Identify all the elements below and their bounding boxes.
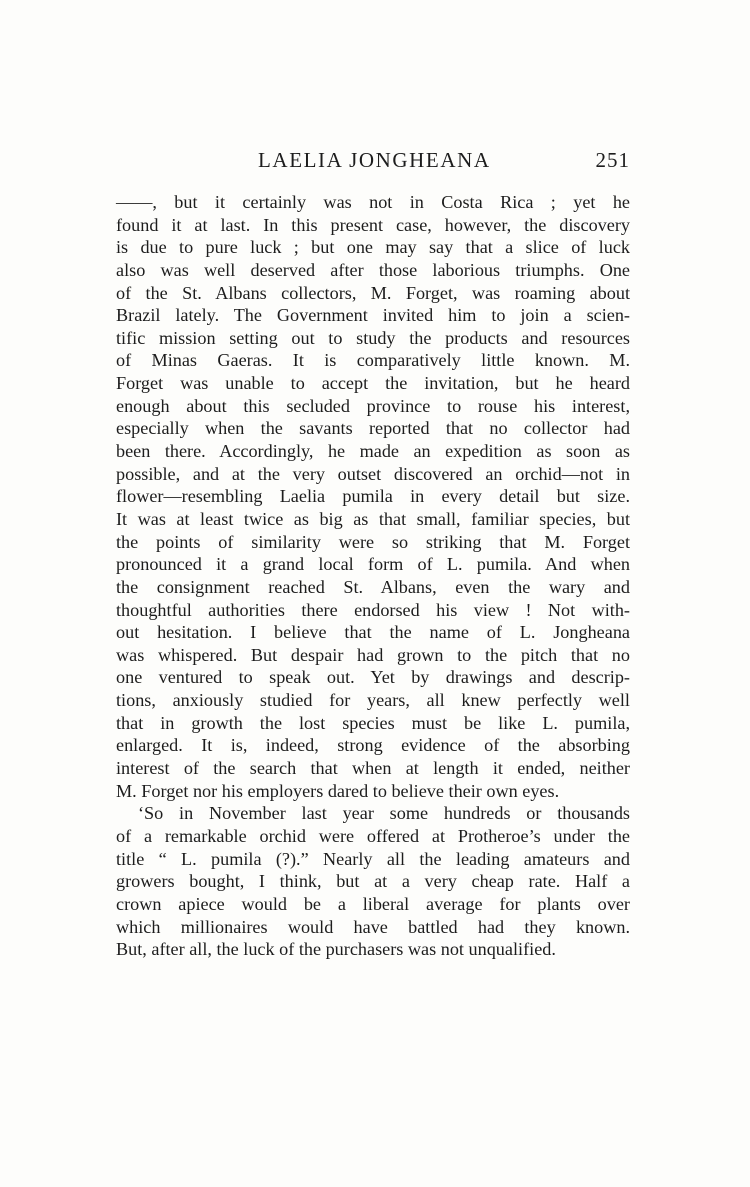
- text-line: ‘So in November last year some hundreds or thousands: [138, 803, 630, 824]
- text-line: that in growth the lost species must be like L. pumila,: [116, 712, 630, 733]
- text-line: tions, anxiously studied for years, all knew perfectly well: [116, 690, 630, 711]
- text-line: especially when the savants reported that no collector had: [116, 418, 630, 439]
- text-line: enlarged. It is, indeed, strong evidence of the absorbing: [116, 735, 630, 756]
- text-line: the consignment reached St. Albans, even the wary and: [116, 576, 630, 597]
- text-line: of Minas Gaeras. It is comparatively little known. M.: [116, 350, 630, 371]
- text-line: But, after all, the luck of the purchasers was not unqualified.: [116, 939, 556, 960]
- text-line: M. Forget nor his employers dared to believe their own eyes.: [116, 780, 560, 801]
- page-number: 251: [595, 148, 630, 172]
- running-head: [116, 148, 630, 178]
- text-line: one ventured to speak out. Yet by drawings and descrip-: [116, 667, 630, 688]
- text-line: ——, but it certainly was not in Costa Rica ; yet he: [116, 192, 630, 212]
- text-line: of a remarkable orchid were offered at Protheroe’s under the: [116, 825, 630, 846]
- text-line: the points of similarity were so striking that M. Forget: [116, 531, 630, 552]
- text-line: flower—resembling Laelia pumila in every detail but size.: [116, 486, 630, 507]
- text-line: been there. Accordingly, he made an expedition as soon as: [116, 441, 630, 462]
- text-line: enough about this secluded province to rouse his interest,: [116, 395, 630, 416]
- text-line: crown apiece would be a liberal average for plants over: [116, 893, 630, 914]
- text-line: title “ L. pumila (?).” Nearly all the leading amateurs and: [116, 848, 630, 869]
- text-line: found it at last. In this present case, however, the discovery: [116, 214, 630, 235]
- text-line: Forget was unable to accept the invitation, but he heard: [116, 373, 630, 394]
- text-line: It was at least twice as big as that small, familiar species, but: [116, 508, 630, 529]
- text-line: possible, and at the very outset discovered an orchid—not in: [116, 463, 630, 484]
- text-line: also was well deserved after those laborious triumphs. One: [116, 259, 630, 280]
- text-line: thoughtful authorities there endorsed his view ! Not with-: [116, 599, 630, 620]
- text-line: was whispered. But despair had grown to the pitch that no: [116, 644, 630, 665]
- body-text: [116, 191, 630, 961]
- text-line: pronounced it a grand local form of L. pumila. And when: [116, 554, 630, 575]
- text-line: which millionaires would have battled had they known.: [116, 916, 630, 937]
- running-title: LAELIA JONGHEANA: [258, 148, 491, 172]
- text-line: Brazil lately. The Government invited him to join a scien-: [116, 305, 630, 326]
- text-line: is due to pure luck ; but one may say that a slice of luck: [116, 237, 630, 258]
- text-line: interest of the search that when at length it ended, neither: [116, 758, 630, 779]
- text-line: tific mission setting out to study the products and resources: [116, 327, 630, 348]
- text-line: growers bought, I think, but at a very cheap rate. Half a: [116, 871, 630, 892]
- text-line: of the St. Albans collectors, M. Forget, was roaming about: [116, 282, 630, 303]
- text-line: out hesitation. I believe that the name of L. Jongheana: [116, 622, 630, 643]
